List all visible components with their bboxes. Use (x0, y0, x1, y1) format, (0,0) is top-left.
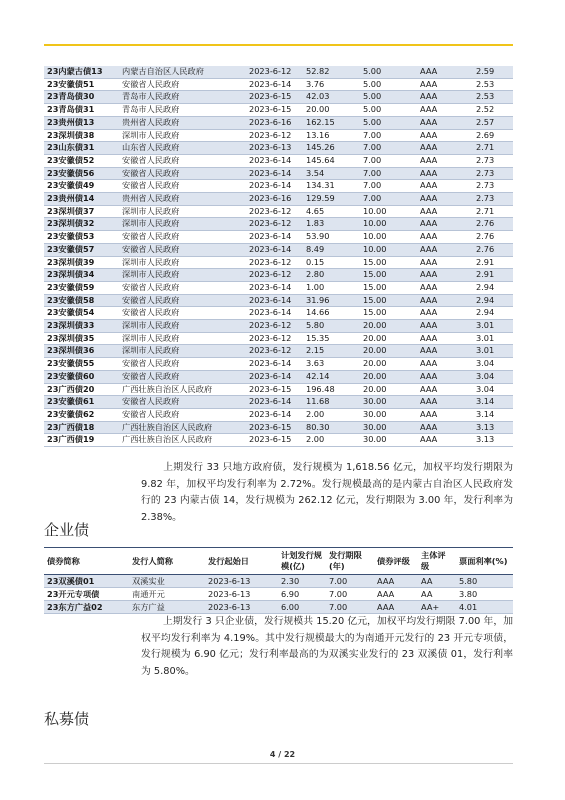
table-cell: 20.00 (360, 320, 417, 333)
table-row (44, 434, 513, 447)
table-row (44, 408, 513, 421)
table-row (44, 193, 513, 206)
table-cell: 2023-6-12 (246, 320, 303, 333)
table-cell: AAA (417, 294, 473, 307)
page-number: 4 / 22 (269, 750, 296, 759)
column-header: 主体评级 (418, 548, 456, 575)
table-cell: AAA (417, 345, 473, 358)
table-cell: 3.14 (473, 408, 513, 421)
table-cell: 2023-6-14 (246, 358, 303, 371)
table-cell: 2023-6-14 (246, 281, 303, 294)
table-cell: 安徽省人民政府 (119, 180, 246, 193)
table-cell: 3.04 (473, 358, 513, 371)
table-cell: 广西壮族自治区人民政府 (119, 421, 246, 434)
table-row (44, 231, 513, 244)
table-cell: 2.59 (473, 66, 513, 78)
table-cell: 20.00 (303, 104, 360, 117)
table-cell: 23安徽债51 (44, 78, 119, 91)
table-cell: 7.00 (326, 601, 374, 614)
table-cell: 23开元专项债 (44, 588, 129, 601)
footer-line (44, 763, 513, 764)
table-cell: 15.00 (360, 281, 417, 294)
column-header: 计划发行规模(亿) (278, 548, 326, 575)
table-cell: 7.00 (360, 129, 417, 142)
table-cell: 23安徽债54 (44, 307, 119, 320)
table-cell: 10.00 (360, 205, 417, 218)
table-cell: 23深圳债34 (44, 269, 119, 282)
column-header: 债券评级 (374, 548, 418, 575)
table-cell: 山东省人民政府 (119, 142, 246, 155)
table-cell: 20.00 (360, 370, 417, 383)
table-cell: AAA (417, 142, 473, 155)
table-cell: 安徽省人民政府 (119, 358, 246, 371)
table-row (44, 142, 513, 155)
table-cell: 2.52 (473, 104, 513, 117)
table-cell: 7.00 (360, 154, 417, 167)
table-row (44, 205, 513, 218)
table-cell: 3.54 (303, 167, 360, 180)
table-cell: 23安徽债62 (44, 408, 119, 421)
table-cell: 23深圳债36 (44, 345, 119, 358)
table-cell: 2023-6-14 (246, 307, 303, 320)
table-cell: 深圳市人民政府 (119, 129, 246, 142)
corp-bond-summary: 上期发行 3 只企业债，发行规模共 15.20 亿元，加权平均发行期限 7.00 年，加权平均发行利率为 4.19%。其中发行规模最大的为南通开元发行的 23 开元专项债，发行规模为 6.90 亿元；发行利率最高的为双溪实业发行的 23 双溪债 01，发行利率为 5.80%。 (141, 616, 513, 677)
table-cell: 2.53 (473, 78, 513, 91)
table-cell: 23安徽债60 (44, 370, 119, 383)
table-cell: 南通开元 (129, 588, 205, 601)
table-cell: 5.00 (360, 78, 417, 91)
table-cell: 23广西债19 (44, 434, 119, 447)
table-cell: 安徽省人民政府 (119, 243, 246, 256)
table-cell: 23安徽债58 (44, 294, 119, 307)
table-cell: AAA (417, 370, 473, 383)
table-row (44, 78, 513, 91)
table-cell: 安徽省人民政府 (119, 167, 246, 180)
table-cell: 安徽省人民政府 (119, 154, 246, 167)
header-accent-line (44, 44, 513, 46)
table-cell: 贵州省人民政府 (119, 193, 246, 206)
table-cell: 23内蒙古债13 (44, 66, 119, 78)
table-cell: 2.94 (473, 294, 513, 307)
table-cell: 23安徽债56 (44, 167, 119, 180)
table-cell: 2.53 (473, 91, 513, 104)
table-cell: 162.15 (303, 116, 360, 129)
table-cell: 2.71 (473, 142, 513, 155)
table-cell: 2023-6-14 (246, 78, 303, 91)
table-cell: 7.00 (360, 180, 417, 193)
table-cell: AA+ (418, 601, 456, 614)
table-cell: 10.00 (360, 218, 417, 231)
table-cell: 2.76 (473, 218, 513, 231)
table-cell: AAA (417, 243, 473, 256)
table-cell: AAA (417, 180, 473, 193)
table-cell: 安徽省人民政府 (119, 396, 246, 409)
table-cell: 5.00 (360, 116, 417, 129)
table-cell: 10.00 (360, 243, 417, 256)
table-row (44, 307, 513, 320)
table-cell: 7.00 (326, 575, 374, 588)
table-cell: AAA (417, 129, 473, 142)
column-header: 发行人简称 (129, 548, 205, 575)
table-cell: 3.04 (473, 383, 513, 396)
table-cell: 3.04 (473, 370, 513, 383)
table-cell: 2023-6-14 (246, 408, 303, 421)
table-cell: AAA (417, 358, 473, 371)
table-cell: AAA (374, 575, 418, 588)
table-cell: AAA (417, 231, 473, 244)
table-cell: AA (418, 575, 456, 588)
table-cell: 23青岛债31 (44, 104, 119, 117)
table-cell: AAA (417, 167, 473, 180)
table-row (44, 601, 513, 614)
table-cell: AAA (417, 66, 473, 78)
table-cell: 23山东债31 (44, 142, 119, 155)
table-cell: 安徽省人民政府 (119, 231, 246, 244)
table-cell: 安徽省人民政府 (119, 294, 246, 307)
table-cell: AAA (417, 218, 473, 231)
table-cell: AAA (417, 256, 473, 269)
table-cell: 3.63 (303, 358, 360, 371)
table-cell: 2.80 (303, 269, 360, 282)
table-cell: 20.00 (360, 345, 417, 358)
table-cell: 15.00 (360, 307, 417, 320)
table-cell: 深圳市人民政府 (119, 218, 246, 231)
table-cell: 31.96 (303, 294, 360, 307)
table-cell: AAA (417, 332, 473, 345)
table-cell: 2023-6-16 (246, 193, 303, 206)
column-header: 债券简称 (44, 548, 129, 575)
table-cell: 安徽省人民政府 (119, 370, 246, 383)
table-cell: AAA (417, 154, 473, 167)
table-row (44, 167, 513, 180)
table-cell: 23深圳债32 (44, 218, 119, 231)
table-row (44, 575, 513, 588)
table-cell: 23安徽债59 (44, 281, 119, 294)
table-cell: AAA (417, 383, 473, 396)
table-row (44, 281, 513, 294)
table-cell: 5.80 (303, 320, 360, 333)
table-cell: 3.76 (303, 78, 360, 91)
table-cell: 2023-6-14 (246, 180, 303, 193)
table-cell: 2.00 (303, 434, 360, 447)
table-cell: 3.01 (473, 320, 513, 333)
table-cell: 8.49 (303, 243, 360, 256)
local-gov-bond-table (44, 66, 513, 447)
table-cell: 2.91 (473, 269, 513, 282)
table-cell: 2.69 (473, 129, 513, 142)
table-row (44, 243, 513, 256)
table-cell: 2023-6-12 (246, 66, 303, 78)
table-cell: 深圳市人民政府 (119, 205, 246, 218)
table-cell: 5.00 (360, 91, 417, 104)
table-cell: 20.00 (360, 332, 417, 345)
table-cell: 4.01 (456, 601, 513, 614)
table-cell: 广西壮族自治区人民政府 (119, 383, 246, 396)
table-cell: 23广西债18 (44, 421, 119, 434)
table-cell: 东方广益 (129, 601, 205, 614)
table-cell: 129.59 (303, 193, 360, 206)
table-row (44, 256, 513, 269)
table-cell: 2023-6-12 (246, 332, 303, 345)
table-row (44, 129, 513, 142)
table-cell: 2023-6-15 (246, 421, 303, 434)
table-cell: 3.01 (473, 345, 513, 358)
table-cell: 2023-6-15 (246, 91, 303, 104)
table-cell: 2.76 (473, 231, 513, 244)
table-row (44, 345, 513, 358)
table-cell: 安徽省人民政府 (119, 78, 246, 91)
corp-bond-heading: 企业债 (44, 521, 90, 539)
table-cell: 23青岛债30 (44, 91, 119, 104)
table-row (44, 588, 513, 601)
table-cell: 15.00 (360, 294, 417, 307)
table-cell: AAA (374, 601, 418, 614)
table-cell: 2023-6-13 (205, 601, 278, 614)
table-cell: AAA (417, 193, 473, 206)
table-cell: 2023-6-12 (246, 218, 303, 231)
table-cell: AAA (417, 116, 473, 129)
table-cell: 23安徽债55 (44, 358, 119, 371)
table-cell: 5.00 (360, 104, 417, 117)
table-cell: AAA (417, 91, 473, 104)
table-cell: 20.00 (360, 383, 417, 396)
table-row (44, 116, 513, 129)
table-cell: 青岛市人民政府 (119, 104, 246, 117)
table-cell: 30.00 (360, 396, 417, 409)
table-cell: AAA (417, 396, 473, 409)
table-row (44, 218, 513, 231)
table-cell: 2.00 (303, 408, 360, 421)
table-cell: 15.35 (303, 332, 360, 345)
table-cell: 2023-6-15 (246, 383, 303, 396)
table-cell: 30.00 (360, 408, 417, 421)
private-bond-heading: 私募债 (44, 710, 90, 728)
table-cell: 7.00 (360, 142, 417, 155)
table-cell: 42.03 (303, 91, 360, 104)
table-cell: 7.00 (360, 193, 417, 206)
table-cell: 23深圳债35 (44, 332, 119, 345)
table-cell: 2023-6-13 (205, 575, 278, 588)
table-cell: AAA (417, 104, 473, 117)
table-row (44, 294, 513, 307)
table-cell: 2.73 (473, 180, 513, 193)
table-cell: 2.73 (473, 193, 513, 206)
table-row (44, 320, 513, 333)
table-cell: AA (418, 588, 456, 601)
table-cell: 2023-6-12 (246, 345, 303, 358)
table-cell: 2023-6-15 (246, 434, 303, 447)
table-cell: 11.68 (303, 396, 360, 409)
table-cell: 30.00 (360, 421, 417, 434)
table-row (44, 104, 513, 117)
table-cell: 23广西债20 (44, 383, 119, 396)
table-cell: 6.90 (278, 588, 326, 601)
table-cell: 10.00 (360, 231, 417, 244)
table-cell: 52.82 (303, 66, 360, 78)
table-cell: 2.73 (473, 154, 513, 167)
table-row (44, 370, 513, 383)
table-cell: 134.31 (303, 180, 360, 193)
table-cell: 安徽省人民政府 (119, 408, 246, 421)
table-cell: 80.30 (303, 421, 360, 434)
table-cell: 2023-6-15 (246, 104, 303, 117)
table-cell: 5.00 (360, 66, 417, 78)
table-cell: 42.14 (303, 370, 360, 383)
table-row (44, 332, 513, 345)
table-cell: 23安徽债57 (44, 243, 119, 256)
table-cell: 145.64 (303, 154, 360, 167)
table-cell: 2023-6-14 (246, 154, 303, 167)
table-cell: AAA (417, 421, 473, 434)
table-cell: 2.30 (278, 575, 326, 588)
table-cell: 23贵州债14 (44, 193, 119, 206)
table-cell: 23安徽债52 (44, 154, 119, 167)
table-cell: 2.91 (473, 256, 513, 269)
table-cell: 3.13 (473, 421, 513, 434)
table-row (44, 66, 513, 78)
table-cell: 2.15 (303, 345, 360, 358)
table-cell: 3.80 (456, 588, 513, 601)
table-cell: 3.01 (473, 332, 513, 345)
table-cell: 23深圳债37 (44, 205, 119, 218)
gov-bond-summary: 上期发行 33 只地方政府债，发行规模为 1,618.56 亿元，加权平均发行期限为 9.82 年，加权平均发行利率为 2.72%。发行规模最高的是内蒙古自治区人民政府发行的 23 内蒙古债 14，发行规模为 262.12 亿元，发行期限为 3.00 年，发行利率为 2.38%。 (141, 462, 513, 523)
table-cell: 2023-6-12 (246, 269, 303, 282)
table-cell: 广西壮族自治区人民政府 (119, 434, 246, 447)
table-cell: 安徽省人民政府 (119, 281, 246, 294)
table-cell: 2023-6-12 (246, 205, 303, 218)
table-cell: 2.73 (473, 167, 513, 180)
table-cell: AAA (417, 408, 473, 421)
column-header: 发行起始日 (205, 548, 278, 575)
table-cell: AAA (417, 78, 473, 91)
table-row (44, 358, 513, 371)
table-cell: 23深圳债39 (44, 256, 119, 269)
table-cell: 2023-6-12 (246, 256, 303, 269)
table-row (44, 383, 513, 396)
table-row (44, 91, 513, 104)
table-cell: 2023-6-14 (246, 167, 303, 180)
table-cell: 2.57 (473, 116, 513, 129)
table-cell: AAA (417, 205, 473, 218)
table-cell: 深圳市人民政府 (119, 320, 246, 333)
table-cell: AAA (374, 588, 418, 601)
table-cell: 23东方广益02 (44, 601, 129, 614)
table-cell: 23安徽债53 (44, 231, 119, 244)
table-cell: 2023-6-13 (205, 588, 278, 601)
table-cell: 23双溪债01 (44, 575, 129, 588)
table-cell: 3.14 (473, 396, 513, 409)
table-cell: 23深圳债38 (44, 129, 119, 142)
table-cell: 30.00 (360, 434, 417, 447)
corp-bond-table (44, 547, 513, 614)
table-cell: 2023-6-12 (246, 129, 303, 142)
table-cell: 深圳市人民政府 (119, 269, 246, 282)
table-cell: 2023-6-14 (246, 370, 303, 383)
table-cell: 0.15 (303, 256, 360, 269)
table-cell: AAA (417, 281, 473, 294)
table-cell: 安徽省人民政府 (119, 307, 246, 320)
table-cell: 内蒙古自治区人民政府 (119, 66, 246, 78)
table-cell: AAA (417, 434, 473, 447)
table-cell: 深圳市人民政府 (119, 332, 246, 345)
table-cell: 4.65 (303, 205, 360, 218)
table-cell: 1.83 (303, 218, 360, 231)
table-cell: 1.00 (303, 281, 360, 294)
table-cell: 双溪实业 (129, 575, 205, 588)
table-cell: 2.71 (473, 205, 513, 218)
table-cell: 2023-6-13 (246, 142, 303, 155)
table-cell: 53.90 (303, 231, 360, 244)
table-cell: 15.00 (360, 256, 417, 269)
table-cell: 2023-6-14 (246, 243, 303, 256)
table-cell: 7.00 (326, 588, 374, 601)
table-cell: 2.94 (473, 307, 513, 320)
table-row (44, 180, 513, 193)
table-cell: 深圳市人民政府 (119, 256, 246, 269)
table-cell: 14.66 (303, 307, 360, 320)
table-row (44, 269, 513, 282)
table-cell: 23深圳债33 (44, 320, 119, 333)
table-cell: 15.00 (360, 269, 417, 282)
table-cell: 23安徽债61 (44, 396, 119, 409)
table-cell: 6.00 (278, 601, 326, 614)
table-cell: 2023-6-14 (246, 396, 303, 409)
table-row (44, 396, 513, 409)
table-cell: 青岛市人民政府 (119, 91, 246, 104)
table-cell: 23安徽债49 (44, 180, 119, 193)
table-cell: 20.00 (360, 358, 417, 371)
table-cell: 2023-6-14 (246, 231, 303, 244)
table-cell: 196.48 (303, 383, 360, 396)
table-cell: AAA (417, 269, 473, 282)
table-cell: 深圳市人民政府 (119, 345, 246, 358)
table-cell: 145.26 (303, 142, 360, 155)
table-cell: 2.94 (473, 281, 513, 294)
table-cell: 2023-6-14 (246, 294, 303, 307)
column-header: 票面利率(%) (456, 548, 513, 575)
table-cell: 2.76 (473, 243, 513, 256)
table-row (44, 154, 513, 167)
table-cell: 2023-6-16 (246, 116, 303, 129)
table-cell: AAA (417, 307, 473, 320)
table-cell: 3.13 (473, 434, 513, 447)
table-row (44, 421, 513, 434)
table-cell: 7.00 (360, 167, 417, 180)
table-cell: AAA (417, 320, 473, 333)
table-cell: 5.80 (456, 575, 513, 588)
table-cell: 贵州省人民政府 (119, 116, 246, 129)
table-cell: 23贵州债13 (44, 116, 119, 129)
column-header: 发行期限(年) (326, 548, 374, 575)
table-cell: 13.16 (303, 129, 360, 142)
